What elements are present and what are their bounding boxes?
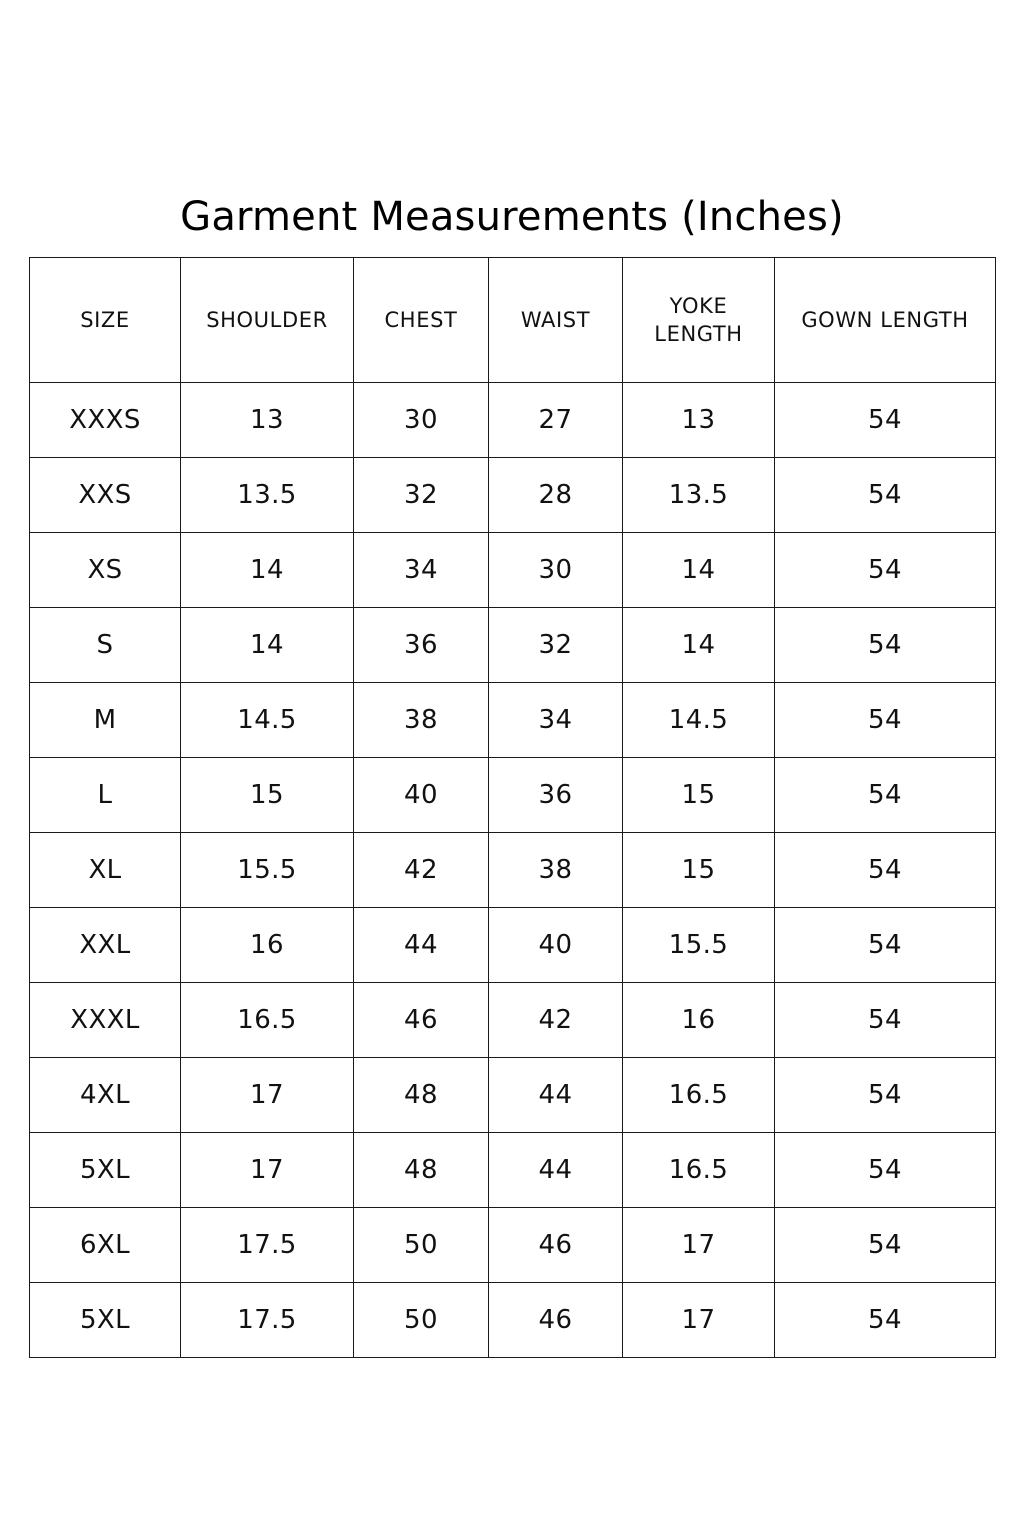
column-header-shoulder: SHOULDER: [181, 258, 354, 383]
cell-size: XXXL: [30, 983, 181, 1058]
cell-yoke-length: 16.5: [623, 1058, 775, 1133]
cell-yoke-length: 16: [623, 983, 775, 1058]
cell-shoulder: 17: [181, 1133, 354, 1208]
cell-waist: 32: [489, 608, 623, 683]
cell-gown-length: 54: [775, 608, 996, 683]
cell-waist: 46: [489, 1208, 623, 1283]
cell-size: XS: [30, 533, 181, 608]
cell-shoulder: 14: [181, 608, 354, 683]
cell-size: 6XL: [30, 1208, 181, 1283]
cell-size: M: [30, 683, 181, 758]
cell-chest: 40: [354, 758, 489, 833]
column-header-gown-length: GOWN LENGTH: [775, 258, 996, 383]
table-row: [30, 683, 996, 758]
cell-chest: 34: [354, 533, 489, 608]
table-row: [30, 983, 996, 1058]
cell-gown-length: 54: [775, 1133, 996, 1208]
cell-waist: 34: [489, 683, 623, 758]
cell-gown-length: 54: [775, 683, 996, 758]
measurements-table-container: [29, 257, 995, 1358]
cell-waist: 44: [489, 1133, 623, 1208]
cell-gown-length: 54: [775, 758, 996, 833]
cell-yoke-length: 14: [623, 533, 775, 608]
table-header-row: [30, 258, 996, 383]
table-row: [30, 1283, 996, 1358]
cell-size: L: [30, 758, 181, 833]
cell-size: 4XL: [30, 1058, 181, 1133]
cell-waist: 44: [489, 1058, 623, 1133]
cell-gown-length: 54: [775, 983, 996, 1058]
cell-chest: 48: [354, 1133, 489, 1208]
cell-yoke-length: 13.5: [623, 458, 775, 533]
cell-shoulder: 13.5: [181, 458, 354, 533]
cell-shoulder: 13: [181, 383, 354, 458]
cell-gown-length: 54: [775, 1283, 996, 1358]
cell-shoulder: 17.5: [181, 1208, 354, 1283]
cell-shoulder: 15.5: [181, 833, 354, 908]
table-header: [30, 258, 996, 383]
cell-chest: 46: [354, 983, 489, 1058]
cell-waist: 28: [489, 458, 623, 533]
table-row: [30, 608, 996, 683]
table-row: [30, 758, 996, 833]
page-title: Garment Measurements (Inches): [180, 193, 844, 240]
table-row: [30, 383, 996, 458]
cell-size: XL: [30, 833, 181, 908]
column-header-waist: WAIST: [489, 258, 623, 383]
cell-gown-length: 54: [775, 458, 996, 533]
cell-chest: 42: [354, 833, 489, 908]
cell-size: XXXS: [30, 383, 181, 458]
table-row: [30, 1058, 996, 1133]
table-row: [30, 533, 996, 608]
cell-waist: 46: [489, 1283, 623, 1358]
cell-chest: 32: [354, 458, 489, 533]
cell-shoulder: 17: [181, 1058, 354, 1133]
table-row: [30, 1208, 996, 1283]
cell-waist: 30: [489, 533, 623, 608]
cell-chest: 44: [354, 908, 489, 983]
cell-size: XXS: [30, 458, 181, 533]
cell-yoke-length: 15.5: [623, 908, 775, 983]
cell-shoulder: 14: [181, 533, 354, 608]
cell-waist: 40: [489, 908, 623, 983]
table-row: [30, 458, 996, 533]
cell-yoke-length: 14: [623, 608, 775, 683]
table-row: [30, 1133, 996, 1208]
cell-size: 5XL: [30, 1283, 181, 1358]
cell-yoke-length: 14.5: [623, 683, 775, 758]
cell-shoulder: 16: [181, 908, 354, 983]
cell-chest: 48: [354, 1058, 489, 1133]
cell-yoke-length: 15: [623, 833, 775, 908]
cell-gown-length: 54: [775, 833, 996, 908]
cell-yoke-length: 17: [623, 1283, 775, 1358]
cell-shoulder: 14.5: [181, 683, 354, 758]
cell-chest: 50: [354, 1283, 489, 1358]
column-header-chest: CHEST: [354, 258, 489, 383]
measurements-table: [29, 257, 996, 1358]
cell-gown-length: 54: [775, 1058, 996, 1133]
cell-size: XXL: [30, 908, 181, 983]
cell-chest: 30: [354, 383, 489, 458]
cell-shoulder: 17.5: [181, 1283, 354, 1358]
cell-shoulder: 16.5: [181, 983, 354, 1058]
cell-size: S: [30, 608, 181, 683]
cell-waist: 27: [489, 383, 623, 458]
cell-gown-length: 54: [775, 383, 996, 458]
cell-waist: 36: [489, 758, 623, 833]
cell-chest: 36: [354, 608, 489, 683]
cell-yoke-length: 13: [623, 383, 775, 458]
cell-chest: 50: [354, 1208, 489, 1283]
cell-size: 5XL: [30, 1133, 181, 1208]
cell-gown-length: 54: [775, 1208, 996, 1283]
cell-waist: 42: [489, 983, 623, 1058]
cell-shoulder: 15: [181, 758, 354, 833]
table-body: [30, 383, 996, 1358]
column-header-size: SIZE: [30, 258, 181, 383]
table-row: [30, 908, 996, 983]
column-header-yoke-length: YOKE LENGTH: [623, 258, 775, 383]
cell-yoke-length: 17: [623, 1208, 775, 1283]
cell-yoke-length: 15: [623, 758, 775, 833]
cell-gown-length: 54: [775, 533, 996, 608]
cell-gown-length: 54: [775, 908, 996, 983]
cell-chest: 38: [354, 683, 489, 758]
cell-waist: 38: [489, 833, 623, 908]
table-row: [30, 833, 996, 908]
cell-yoke-length: 16.5: [623, 1133, 775, 1208]
